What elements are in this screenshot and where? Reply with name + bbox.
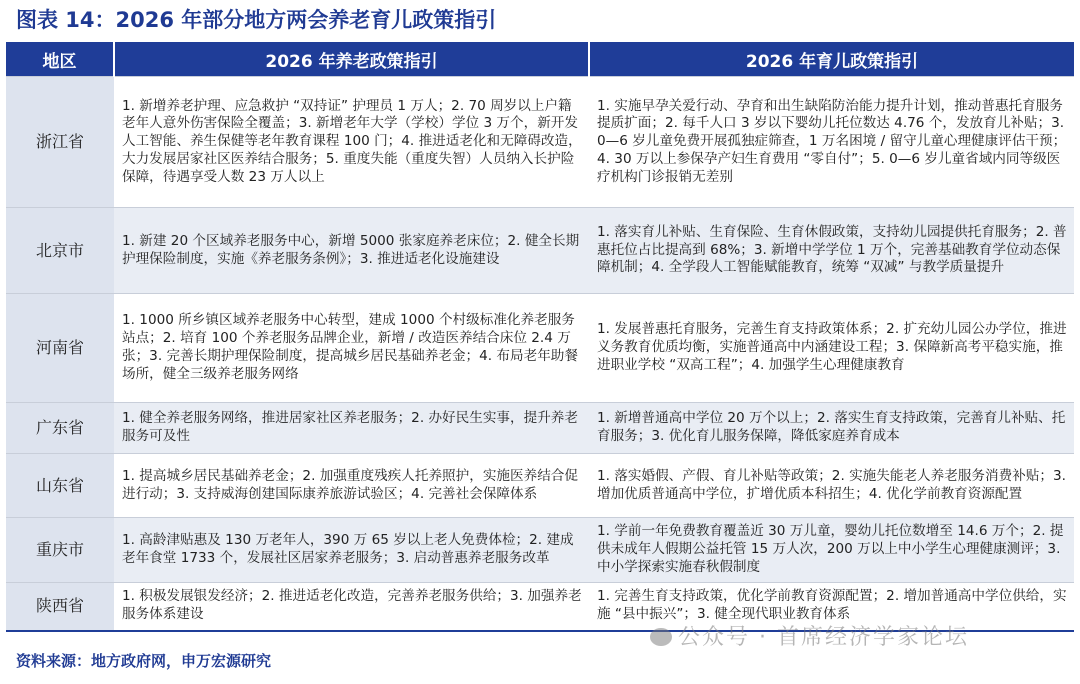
childcare-policy-cell: 1. 新增普通高中学位 20 万个以上；2. 落实生育支持政策，完善育儿补贴、托育服务；3. 优化育儿服务保障，降低家庭养育成本 (589, 403, 1074, 454)
source-note: 资料来源：地方政府网，申万宏源研究 (16, 652, 272, 670)
elderly-policy-cell: 1. 积极发展银发经济；2. 推进适老化改造，完善养老服务供给；3. 加强养老服务体系建设 (114, 583, 589, 631)
childcare-policy-cell: 1. 完善生育支持政策，优化学前教育资源配置；2. 增加普通高中学位供给，实施 “县中振兴”；3. 健全现代职业教育体系 (589, 583, 1074, 631)
region-cell: 山东省 (6, 454, 114, 518)
elderly-policy-cell: 1. 高龄津贴惠及 130 万老年人，390 万 65 岁以上老人免费体检；2. 建成老年食堂 1733 个，发展社区居家养老服务；3. 启动普惠养老服务改革 (114, 518, 589, 583)
table-row (6, 403, 1074, 454)
childcare-policy-cell: 1. 落实育儿补贴、生育保险、生育休假政策，支持幼儿园提供托育服务；2. 普惠托位占比提高到 68%；3. 新增中学学位 1 万个，完善基础教育学位动态保障机制；4. 全学段人工智能赋能教育，统筹 “双减” 与教学质量提升 (589, 208, 1074, 294)
childcare-policy-cell: 1. 落实婚假、产假、育儿补贴等政策；2. 实施失能老人养老服务消费补贴；3. 增加优质普通高中学位，扩增优质本科招生；4. 优化学前教育资源配置 (589, 454, 1074, 518)
header-region: 地区 (6, 42, 114, 77)
region-cell: 浙江省 (6, 77, 114, 208)
figure-title: 图表 14：2026 年部分地方两会养老育儿政策指引 (16, 8, 497, 32)
wechat-icon (650, 628, 672, 646)
childcare-policy-cell: 1. 发展普惠托育服务，完善生育支持政策体系；2. 扩充幼儿园公办学位，推进义务教育优质均衡，实施普通高中内涵建设工程；3. 保障新高考平稳实施，推进职业学校 “双高工程”；4. 加强学生心理健康教育 (589, 294, 1074, 403)
table-row (6, 77, 1074, 208)
region-cell: 陕西省 (6, 583, 114, 631)
elderly-policy-cell: 1. 新建 20 个区域养老服务中心，新增 5000 张家庭养老床位；2. 健全长期护理保险制度，实施《养老服务条例》；3. 推进适老化设施建设 (114, 208, 589, 294)
header-childcare-policy: 2026 年育儿政策指引 (589, 42, 1074, 77)
watermark-text: 公众号 · 首席经济学家论坛 (678, 625, 969, 650)
elderly-policy-cell: 1. 提高城乡居民基础养老金；2. 加强重度残疾人托养照护，实施医养结合促进行动；3. 支持威海创建国际康养旅游试验区；4. 完善社会保障体系 (114, 454, 589, 518)
table-row (6, 294, 1074, 403)
policy-table (6, 42, 1074, 632)
region-cell: 河南省 (6, 294, 114, 403)
header-elderly-policy: 2026 年养老政策指引 (114, 42, 589, 77)
childcare-policy-cell: 1. 实施早孕关爱行动、孕育和出生缺陷防治能力提升计划，推动普惠托育服务提质扩面；2. 每千人口 3 岁以下婴幼儿托位数达 4.76 个，发放育儿补贴；3. 0—6 岁儿童免费开展孤独症筛查，1 万名困境 / 留守儿童心理健康评估干预；4. 30 万以上参保孕产妇生育费用 “零自付”；5. 0—6 岁儿童省域内同等级医疗机构门诊报销无差别 (589, 77, 1074, 208)
table-row (6, 518, 1074, 583)
table-header-row (6, 42, 1074, 77)
region-cell: 北京市 (6, 208, 114, 294)
table-row (6, 208, 1074, 294)
table-row (6, 454, 1074, 518)
elderly-policy-cell: 1. 1000 所乡镇区域养老服务中心转型，建成 1000 个村级标准化养老服务站点；2. 培育 100 个养老服务品牌企业，新增 / 改造医养结合床位 2.4 万张；3. 完善长期护理保险制度，提高城乡居民基础养老金；4. 布局老年助餐场所，健全三级养老服务网络 (114, 294, 589, 403)
region-cell: 广东省 (6, 403, 114, 454)
watermark (650, 620, 969, 651)
childcare-policy-cell: 1. 学前一年免费教育覆盖近 30 万儿童，婴幼儿托位数增至 14.6 万个；2. 提供未成年人假期公益托管 15 万人次，200 万以上中小学生心理健康测评；3. 中小学探索实施春秋假制度 (589, 518, 1074, 583)
elderly-policy-cell: 1. 新增养老护理、应急救护 “双持证” 护理员 1 万人；2. 70 周岁以上户籍老年人意外伤害保险全覆盖；3. 新增老年大学（学校）学位 3 万个，新开发人工智能、养生保健等老年教育课程 100 门；4. 推进适老化和无障碍改造，大力发展居家社区医养结合服务；5. 重度失能（重度失智）人员纳入长护险保障，待遇享受人数 23 万人以上 (114, 77, 589, 208)
elderly-policy-cell: 1. 健全养老服务网络，推进居家社区养老服务；2. 办好民生实事，提升养老服务可及性 (114, 403, 589, 454)
region-cell: 重庆市 (6, 518, 114, 583)
